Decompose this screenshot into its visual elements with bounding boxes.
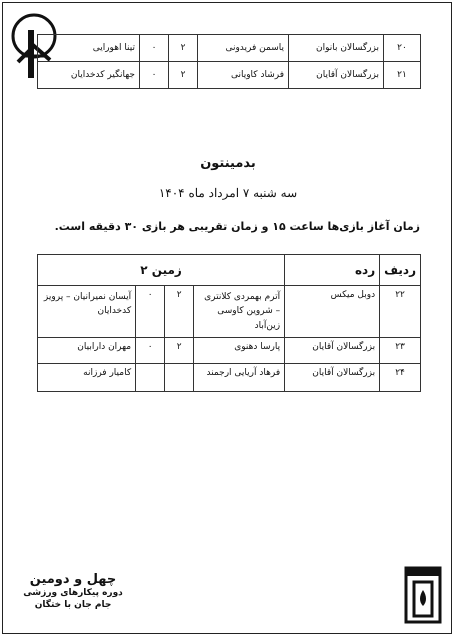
row-score2: ۰ (140, 35, 169, 62)
matches-table-main (37, 254, 421, 392)
row-category: بزرگسالان بانوان (289, 35, 384, 62)
branding-line2: دوره پیکارهای ورزشی (23, 588, 123, 599)
table-row (38, 286, 421, 338)
emblem-bottom-icon (404, 566, 442, 624)
row-player2: کامیار فرزانه (38, 364, 136, 392)
row-player2: مهران دارابیان (38, 338, 136, 364)
row-player1: فرشاد کاویانی (198, 62, 289, 89)
table-row (38, 35, 421, 62)
row-number: ۲۰ (384, 35, 421, 62)
row-player1: آترم بهمردی کلانتری – شروین کاوسی زین‌آباد (194, 286, 285, 338)
row-score1: ۲ (165, 338, 194, 364)
table-row (38, 364, 421, 392)
header-row-number: ردیف (380, 255, 421, 286)
row-category: بزرگسالان آقایان (289, 62, 384, 89)
row-score1: ۲ (169, 62, 198, 89)
row-number: ۲۲ (380, 286, 421, 338)
row-player1: یاسمن فریدونی (198, 35, 289, 62)
row-score1: ۲ (165, 286, 194, 338)
row-player2: تینا اهورایی (38, 35, 140, 62)
row-player2: آیسان نمیرانیان – پرویز کدخدایان (38, 286, 136, 338)
table-row (38, 338, 421, 364)
header-court: زمین ۲ (38, 255, 285, 286)
row-player1: فرهاد آریایی ارجمند (194, 364, 285, 392)
branding-line3: جام جان با ختگان (34, 599, 112, 610)
header-category: رده (285, 255, 380, 286)
table-header-row (38, 255, 421, 286)
row-category: بزرگسالان آقایان (285, 364, 380, 392)
row-category: بزرگسالان آقایان (285, 338, 380, 364)
row-score2: ۰ (136, 338, 165, 364)
row-number: ۲۴ (380, 364, 421, 392)
section-date: سه شنبه ۷ امرداد ماه ۱۴۰۴ (158, 186, 298, 200)
table-row (38, 62, 421, 89)
event-branding (18, 572, 128, 611)
start-time-note: زمان آغاز بازی‌ها ساعت ۱۵ و زمان تقریبی هر بازی ۳۰ دقیقه است. (54, 220, 420, 233)
row-number: ۲۱ (384, 62, 421, 89)
row-score2: ۰ (140, 62, 169, 89)
row-number: ۲۳ (380, 338, 421, 364)
row-player1: پارسا دهنوی (194, 338, 285, 364)
branding-line1: چهل و دومین (29, 572, 117, 587)
row-score1: ۲ (169, 35, 198, 62)
row-player2: جهانگیر کدخدایان (38, 62, 140, 89)
row-score2 (136, 364, 165, 392)
matches-table-top (37, 34, 421, 89)
row-category: دوبل میکس (285, 286, 380, 338)
row-score1 (165, 364, 194, 392)
row-score2: ۰ (136, 286, 165, 338)
section-title: بدمینتون (200, 156, 256, 171)
